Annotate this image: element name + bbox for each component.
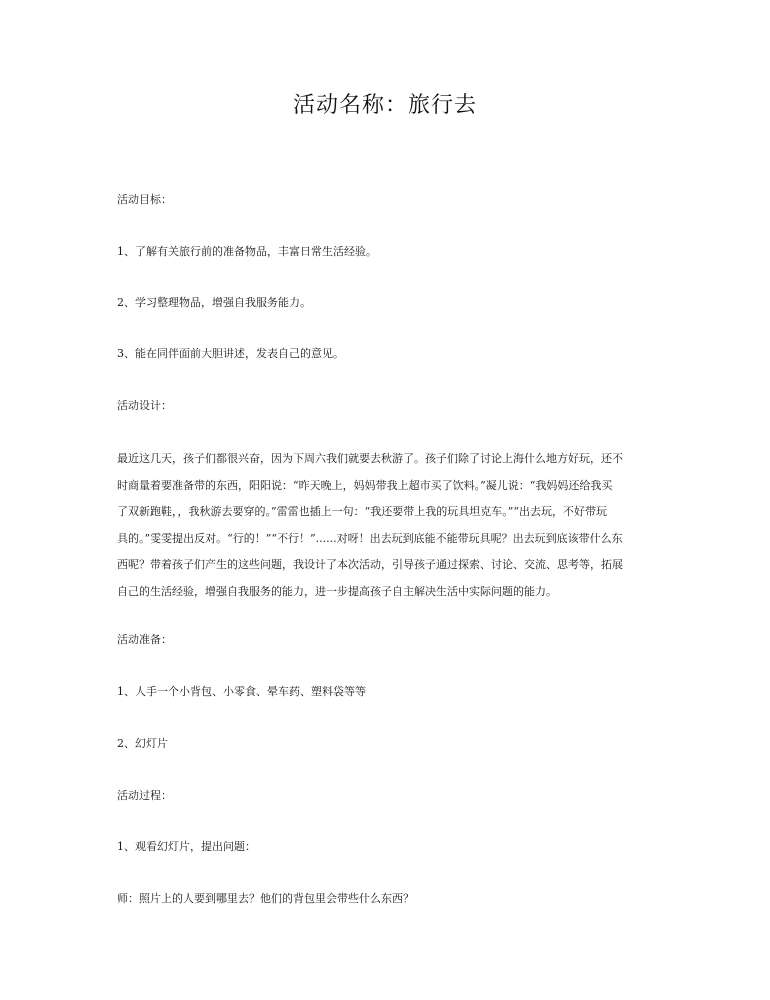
design-heading: 活动设计： [117,399,172,412]
design-paragraph [117,446,657,605]
goals-heading: 活动目标： [117,193,172,206]
design-line: 西呢？带着孩子们产生的这些问题，我设计了本次活动，引导孩子通过探索、讨论、交流、思考等，拓展 [117,558,623,571]
teacher-question: 师：照片上的人要到哪里去？他们的背包里会带些什么东西？ [117,892,414,905]
process-item-1: 1、观看幻灯片，提出问题： [117,840,256,853]
goal-item-3: 3、能在同伴面前大胆讲述，发表自己的意见。 [117,347,344,360]
page-title: 活动名称：旅行去 [292,93,477,118]
process-heading: 活动过程： [117,789,172,802]
design-line: 具的。”雯雯提出反对。“行的！”“不行！”......对呀！出去玩到底能不能带玩具呢？出去玩到底该带什么东 [117,531,623,545]
goal-item-1: 1、了解有关旅行前的准备物品，丰富日常生活经验。 [117,245,377,258]
design-line: 自己的生活经验，增强自我服务的能力，进一步提高孩子自主解决生活中实际问题的能力。 [117,584,557,598]
design-line: 最近这几天，孩子们都很兴奋，因为下周六我们就要去秋游了。孩子们除了讨论上海什么地方好玩，还不 [117,452,623,465]
prep-item-2: 2、幻灯片 [117,737,168,750]
goal-item-2: 2、学习整理物品，增强自我服务能力。 [117,296,311,309]
prep-item-1: 1、人手一个小背包、小零食、晕车药、塑料袋等等 [117,685,366,698]
design-line: 时商量着要准备带的东西，阳阳说：“昨天晚上，妈妈带我上超市买了饮料。”凝儿说：“我妈妈还给我买 [117,478,613,492]
prep-heading: 活动准备： [117,633,172,646]
design-line: 了双新跑鞋，，我秋游去要穿的。”雷雷也插上一句：“我还要带上我的玩具坦克车。”“出去玩，不好带玩 [117,505,607,518]
